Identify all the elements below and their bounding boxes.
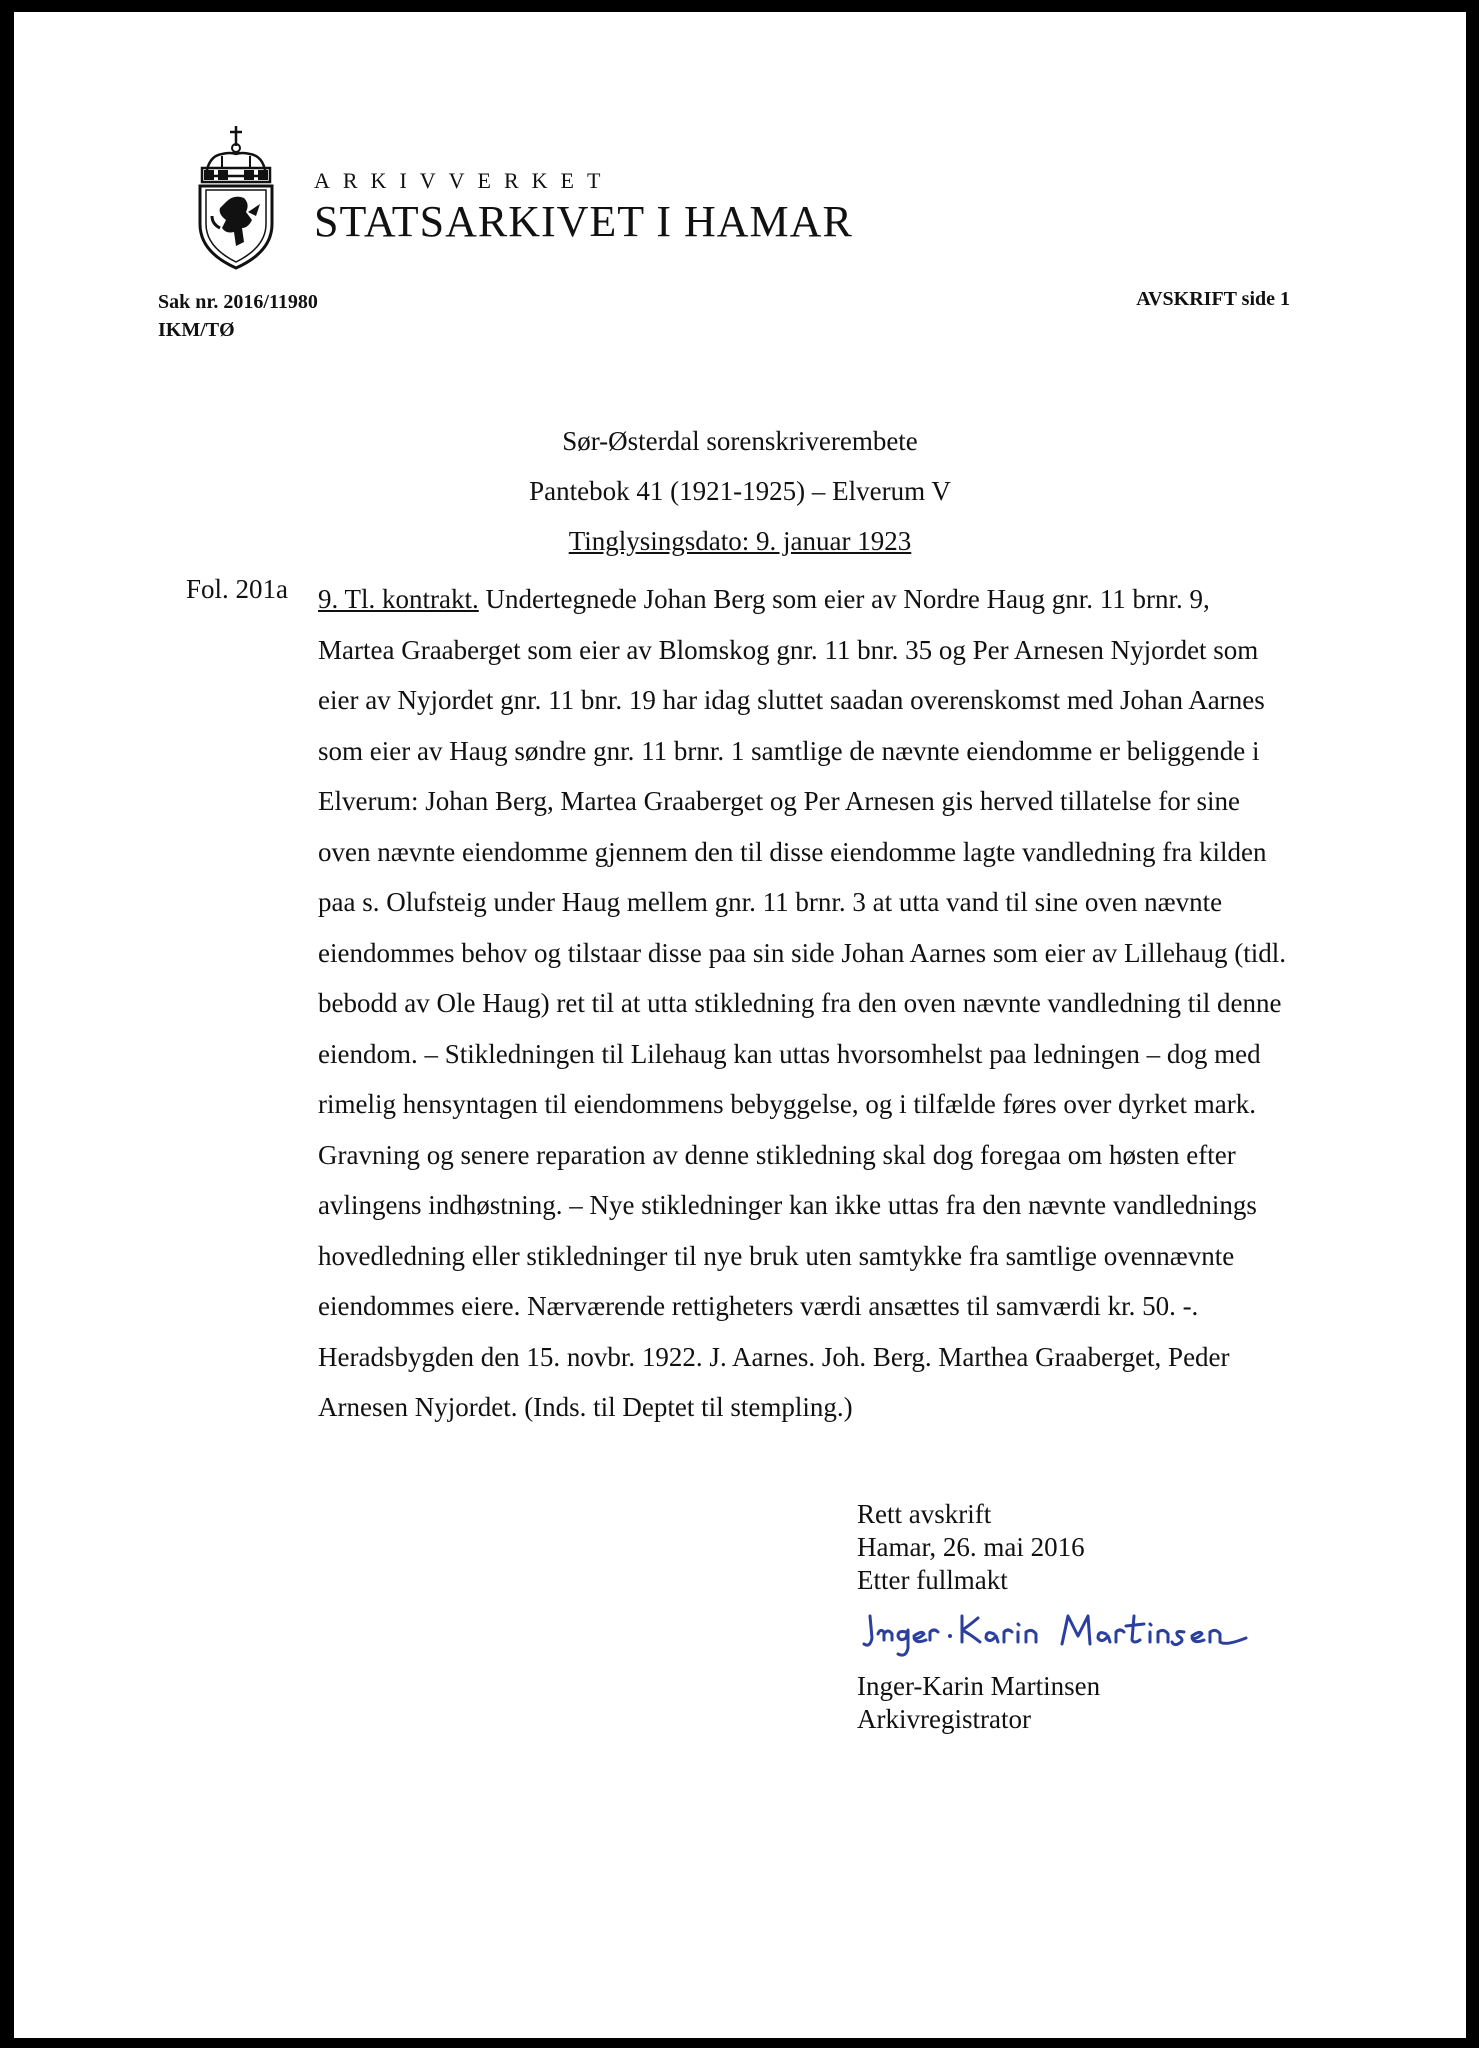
signer-role: Arkivregistrator	[857, 1704, 1031, 1734]
org-subtitle: ARKIVVERKET	[314, 168, 614, 193]
case-number: Sak nr. 2016/11980	[158, 291, 318, 313]
book-title: Pantebok 41 (1921-1925) – Elverum V	[529, 476, 951, 506]
entry-line: avlingens indhøstning. – Nye stikledninger kan ikke uttas fra den nævnte vandlednings	[318, 1190, 1257, 1220]
page-label: AVSKRIFT side 1	[1136, 288, 1290, 310]
entry-line: paa s. Olufsteig under Haug mellem gnr. 11 brnr. 3 at utta vand til sine oven nævnte	[318, 887, 1223, 917]
entry-line: eiendom. – Stikledningen til Lilehaug kan uttas hvorsomhelst paa ledningen – dog med	[318, 1038, 1261, 1069]
entry-line: rimelig hensyntagen til eiendommens bebyggelse, og i tilfælde føres over dyrket mark.	[318, 1089, 1257, 1119]
entry-line: eiendommes eiere. Nærværende rettigheters værdi ansættes til samværdi kr. 50. -.	[318, 1291, 1199, 1321]
entry-line: som eier av Haug søndre gnr. 11 brnr. 1 samtlige de nævnte eiendomme er beliggende i	[318, 735, 1260, 766]
entry-first-line	[318, 574, 1316, 625]
entry-line: eiendommes behov og tilstaar disse paa sin side Johan Aarnes som eier av Lillehaug (tidl.	[318, 937, 1287, 968]
entry-line: Elverum: Johan Berg, Martea Graaberget og Per Arnesen gis herved tillatelse for sine	[318, 786, 1240, 816]
handwritten-signature	[862, 1608, 1252, 1672]
entry-line: Heradsbygden den 15. novbr. 1922. J. Aarnes. Joh. Berg. Marthea Graaberget, Peder	[318, 1341, 1230, 1372]
entry-heading: 9. Tl. kontrakt.	[318, 584, 479, 614]
entry-line: Gravning og senere reparation av denne stikledning skal dog foregaa om høsten efter	[318, 1139, 1236, 1170]
authority-line: Etter fullmakt	[857, 1565, 1008, 1595]
coat-of-arms-icon	[190, 124, 282, 270]
closing-block	[857, 1498, 1085, 1597]
entry-line: eier av Nyjordet gnr. 11 bnr. 19 har idag sluttet saadan overenskomst med Johan Aarnes	[318, 685, 1265, 715]
office-title: Sør-Østerdal sorenskriverembete	[562, 426, 918, 456]
entry-line: Arnesen Nyjordet. (Inds. til Deptet til stempling.)	[318, 1392, 853, 1422]
org-title: STATSARKIVET I HAMAR	[314, 197, 853, 246]
folio-label: Fol. 201a	[186, 574, 289, 604]
certification-line: Rett avskrift	[857, 1499, 992, 1529]
entry-first-line-text: Undertegnede Johan Berg som eier av Nordre Haug gnr. 11 brnr. 9,	[478, 584, 1210, 614]
entry-body	[318, 574, 1316, 1433]
document-page	[14, 12, 1466, 2038]
entry-line: Martea Graaberget som eier av Blomskog gnr. 11 bnr. 35 og Per Arnesen Nyjordet som	[318, 634, 1259, 665]
place-date-line: Hamar, 26. mai 2016	[857, 1532, 1085, 1562]
entry-line: oven nævnte eiendomme gjennem den til disse eiendomme lagte vandledning fra kilden	[318, 836, 1267, 867]
signer-name: Inger-Karin Martinsen	[857, 1671, 1101, 1701]
registration-date: Tinglysingsdato: 9. januar 1923	[568, 526, 912, 556]
case-meta	[158, 288, 318, 344]
entry-line: bebodd av Ole Haug) ret til at utta stikledning fra den oven nævnte vandledning til denne	[318, 988, 1282, 1018]
signer-block	[857, 1670, 1100, 1736]
document-heading	[14, 416, 1466, 566]
entry-line: hovedledning eller stikledninger til nye bruk uten samtykke fra samtlige ovennævnte	[318, 1240, 1235, 1271]
case-initials: IKM/TØ	[158, 319, 235, 341]
